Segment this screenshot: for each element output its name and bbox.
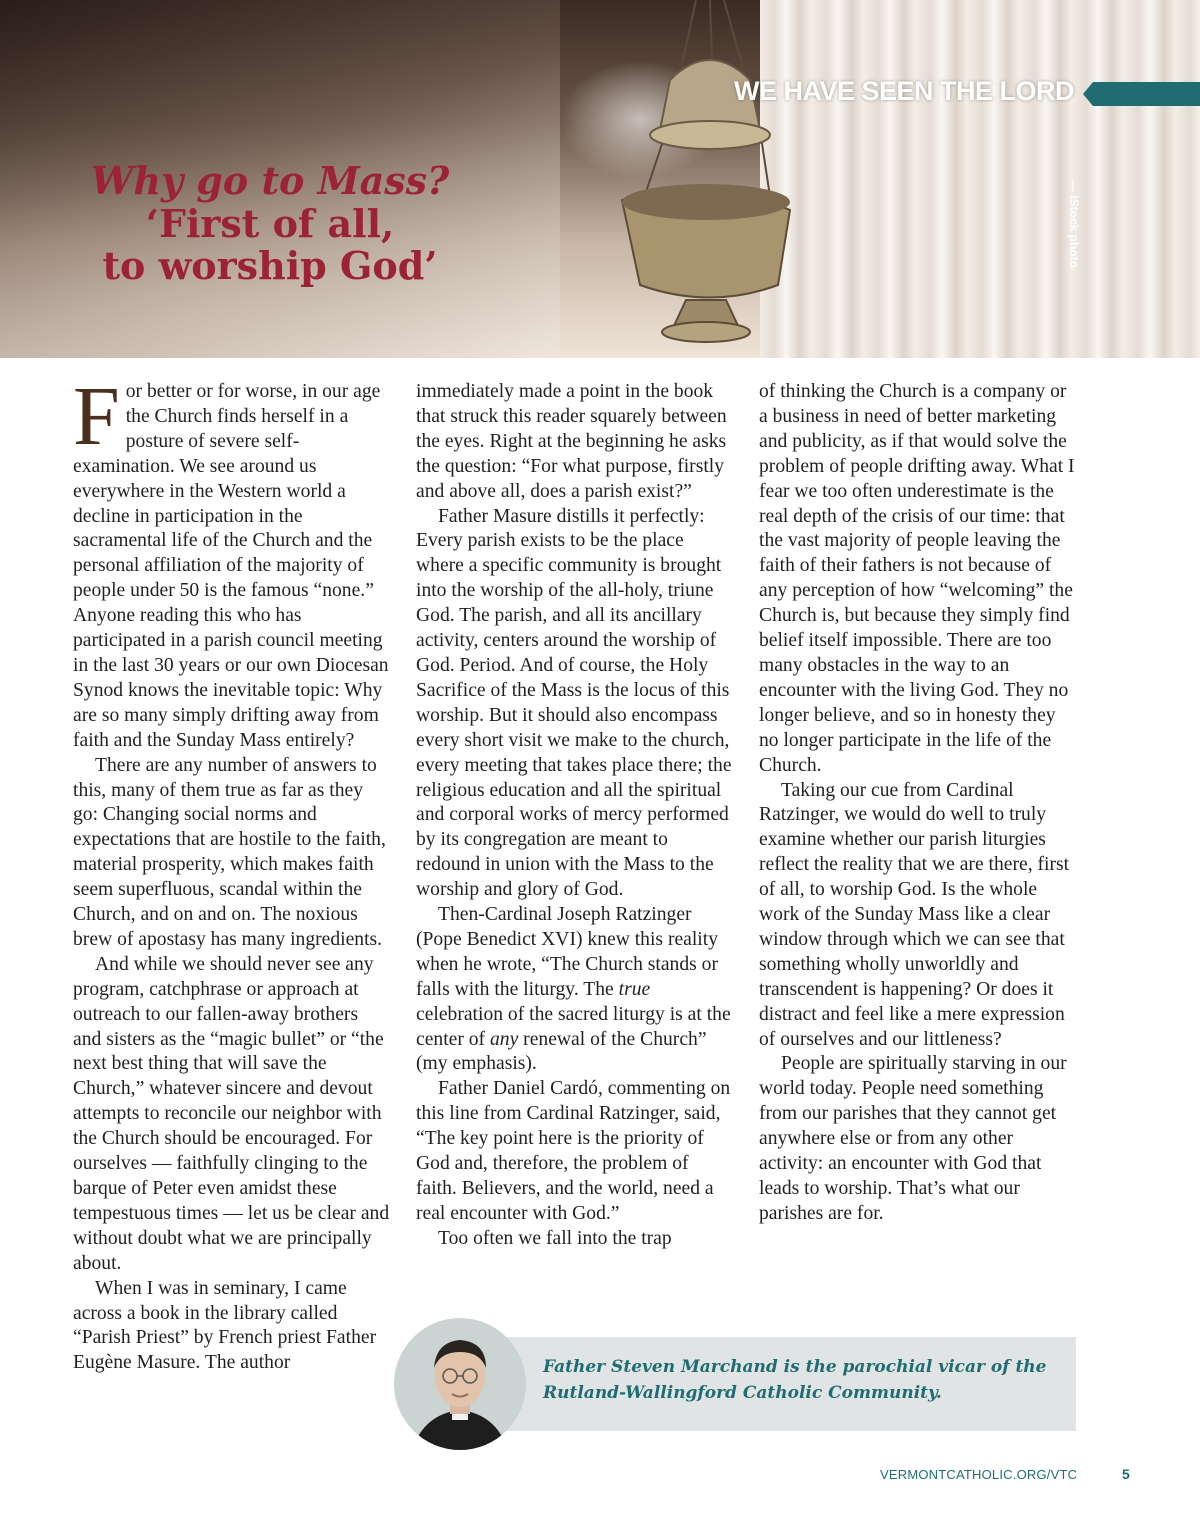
paragraph-text: renewal of the Church” (my emphasis). [416, 1028, 707, 1075]
paragraph-text: celebration of the sacred liturgy is at the center of [416, 1003, 731, 1050]
paragraph: And while we should never see any program, catchphrase or approach at outreach to our fallen-away brothers and sisters as the “magic bullet” or “the next best thing that will save the Church,” whatever sincere and devout attempts to reconcile our neighbor with the Church should be encouraged. For ourselves — faithfully clinging to the barque of Peter even amidst these tempestuous times — let us be clear and without doubt what we are principally about. [73, 953, 390, 1274]
hero-photo [0, 0, 1200, 358]
paragraph: Too often we fall into the trap [438, 1227, 672, 1249]
author-bio [543, 1354, 1063, 1406]
headline-line-2: to worship God’ [102, 243, 438, 289]
censer-illustration [600, 0, 800, 358]
article-column-3 [759, 380, 1077, 1227]
author-photo [394, 1318, 526, 1450]
author-portrait-icon [394, 1318, 526, 1450]
emphasis-true: true [618, 978, 651, 1000]
paragraph: There are any number of answers to this, many of them true as far as they go: Changing social norms and expectations that are hostile to the faith, material prosperity, which makes faith seem superfluous, scandal within the Church, and on and on. The noxious brew of apostasy has many ingredients. [73, 754, 386, 950]
photo-credit: — iStock photo [1067, 180, 1081, 268]
curtain-drape [760, 0, 1200, 358]
paragraph: When I was in seminary, I came across a book in the library called “Parish Priest” by French priest Father Eugène Masure. The author [73, 1277, 377, 1374]
paragraph: Taking our cue from Cardinal Ratzinger, we would do well to truly examine whether our parish liturgies reflect the reality that we are there, first of all, to worship God. Is the whole work of the Sunday Mass like a clear window through which we can see that something wholly unworldly and transcendent is happening? Or does it distract and feel like a mere expression of ourselves and our littleness? [759, 779, 1070, 1050]
paragraph: of thinking the Church is a company or a business in need of better marketing and publicity, as if that would solve the problem of people drifting away. What I fear we too often underestimate is the real depth of the crisis of our time: that the vast majority of people leaving the faith of their fathers is not because of any perception of how “welcoming” the Church is, but because they simply find belief itself impossible. There are too many obstacles in the way to an encounter with the living God. They no longer believe, and so in honesty they no longer participate in the life of the Church. [759, 381, 1075, 776]
page-number: 5 [1122, 1466, 1130, 1482]
footer-url: VERMONTCATHOLIC.ORG/VTC [880, 1467, 1078, 1482]
paragraph: People are spiritually starving in our world today. People need something from our parishes that they cannot get anywhere else or from any other activity: an encounter with God that leads to worship. That’s what our parishes are for. [759, 1053, 1067, 1224]
drop-cap: F [73, 370, 120, 463]
emphasis-any: any [489, 1028, 519, 1050]
article-column-1 [73, 370, 391, 1376]
paragraph [73, 370, 391, 754]
paragraph: Father Masure distills it perfectly: Every parish exists to be the place where a specific community is brought into the worship of the all-holy, triune God. The parish, and all its ancillary activity, centers around the worship of God. Period. And of course, the Holy Sacrifice of the Mass is the locus of this worship. But it should also encompass every short visit we make to the church, every meeting that takes place there; the religious education and all the spiritual and corporal works of mercy performed by its congregation are meant to redound in union with the Mass to the worship and glory of God. [416, 505, 732, 901]
article-headline [60, 160, 480, 288]
headline-line-1: ‘First of all, [145, 200, 395, 246]
headline-question: Why go to Mass? [90, 158, 450, 203]
article-column-2 [416, 380, 734, 1252]
paragraph-text: Then-Cardinal Joseph Ratzinger (Pope Benedict XVI) knew this reality when he wrote, “The Church stands or falls with the liturgy. The [416, 904, 718, 1000]
author-bio-line-1: Father Steven Marchand is the parochial vicar of the [543, 1357, 1047, 1377]
paragraph: Father Daniel Cardó, commenting on this line from Cardinal Ratzinger, said, “The key point here is the priority of God and, therefore, the problem of faith. Believers, and the world, need a real encounter with God.” [416, 1078, 731, 1224]
paragraph: immediately made a point in the book that struck this reader squarely between the eyes. Right at the beginning he asks the question: “For what purpose, firstly and above all, does a parish exist?” [416, 381, 727, 502]
paragraph [416, 903, 734, 1077]
banner-tab [1083, 82, 1200, 106]
section-banner: WE HAVE SEEN THE LORD [733, 76, 1074, 106]
author-bio-line-2: Rutland-Wallingford Catholic Community. [543, 1383, 942, 1403]
paragraph-text: or better or for worse, in our age the Church finds herself in a posture of severe self-examination. We see around us everywhere in the Western world a decline in participation in the sacramental life of the Church and the personal affiliation of the majority of people under 50 is the famous “none.” Anyone reading this who has participated in a parish council meeting in the last 30 years or our own Diocesan Synod knows the inevitable topic: Why are so many simply drifting away from faith and the Sunday Mass entirely? [73, 381, 389, 751]
